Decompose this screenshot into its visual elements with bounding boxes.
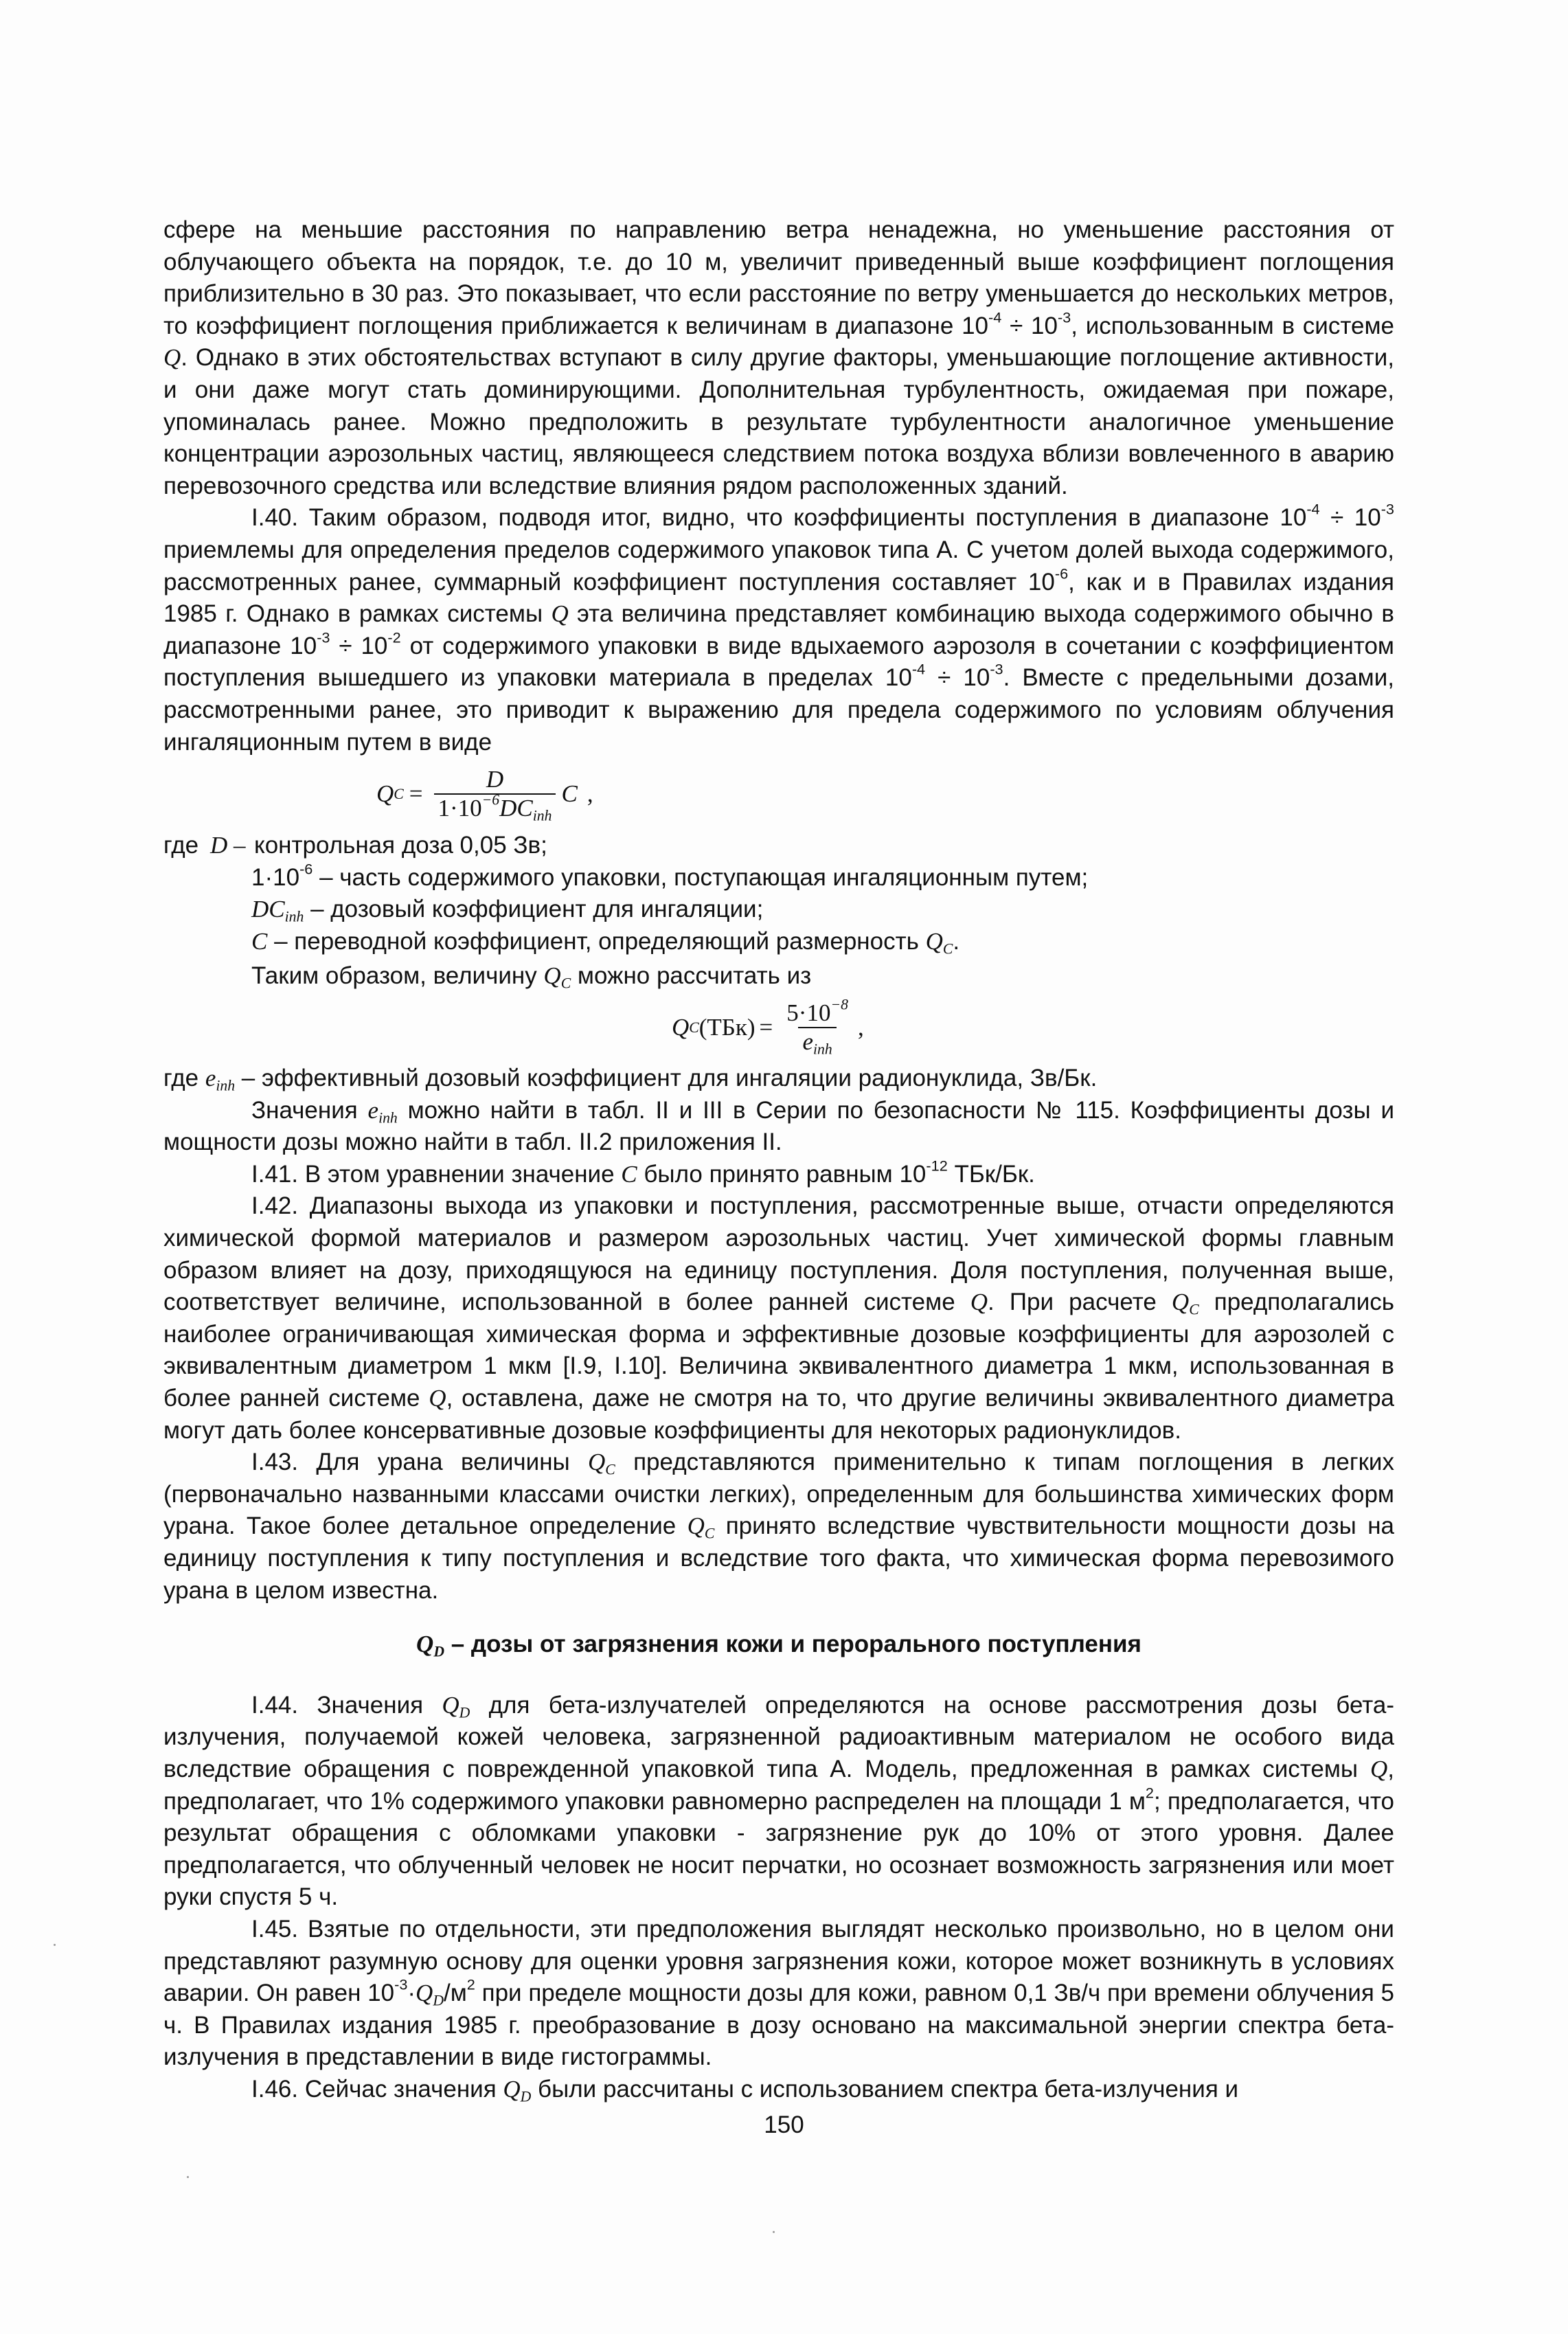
paragraph-i40: I.40. Таким образом, подводя итог, видно, что коэффициенты поступления в диапазоне $10^{-4} \div 10^{-3}$ приемлемы для определения пределов содержимого упаковок типа А. С учетом долей выхода содержимого, рассмотренных ранее, суммарный коэффициент поступления составляет $10^{-6}$, как и в Правилах издания 1985 г. Однако в рамках системы Q эта величина представляет комбинацию выхода содержимого обычно в диапазоне $10^{-3} \div 10^{-2}$ от содержимого упаковки в виде вдыхаемого аэрозоля в сочетании с коэффициентом поступления вышедшего из упаковки материала в пределах $10^{-4} \div 10^{-3}$. Вместе с предельными дозами, рассмотренными ранее, это приводит к выражению для предела содержимого по условиям облучения ингаляционным путем в виде — [163, 501, 1394, 756]
paragraph-einh-values: Значения $e_{inh}$ можно найти в табл. II и III в Серии по безопасности № 115. Коэффициенты дозы и мощности дозы можно найти в табл. II.2 приложения II. — [163, 1096, 1394, 1156]
paragraph-i46: I.46. Сейчас значения $Q_D$ были рассчитаны с использованием спектра бета-излучения и — [251, 2075, 1239, 2105]
scan-speck — [773, 2231, 775, 2233]
paragraph-i43: I.43. Для урана величины $Q_C$ представляются применительно к типам поглощения в легких (первоначально названными классами очистки легких), определенным для большинства химических форм урана. Такое более детальное определение $Q_C$ принято вследствие чувствительности мощности дозы на единицу поступления к типу поступления и вследствие того факта, что химическая форма перевозимого урана в целом известна. — [163, 1449, 1394, 1604]
scan-speck — [187, 2176, 189, 2178]
scan-speck — [54, 1944, 56, 1946]
formula-fraction: $\frac{5\cdot 10^{-8}}{e_{inh}}$ — [786, 996, 848, 1058]
paragraph-einh-def: где $e_{inh}$ – эффективный дозовый коэффициент для ингаляции радионуклида, Зв/Бк. — [163, 1065, 1098, 1094]
symbol-definitions: где D – контрольная доза 0,05 Зв; $1\cdot 10^{-6}$ – часть содержимого упаковки, поступающая ингаляционным путем; $DC_{inh}$ – дозовый коэффициент для ингаляции; C – переводной коэффициент, определяющий размерность $Q_C$. — [163, 832, 1089, 958]
paragraph-i44: I.44. Значения $Q_D$ для бета-излучателей определяются на основе рассмотрения дозы бета-излучения, получаемой кожей человека, загрязненной радиоактивным материалом не особого вида вследствие обращения с поврежденной упаковкой типа А. Модель, предложенная в рамках системы Q, предполагает, что 1% содержимого упаковки равномерно распределен на площади 1 $м^2$; предполагается, что результат обращения с обломками упаковки - загрязнение рук до 10% от этого уровня. Далее предполагается, что облученный человек не носит перчатки, но осознает возможность загрязнения или моет руки спустя 5 ч. — [163, 1691, 1395, 1911]
formula-fraction: $\frac{D}{1\cdot 10^{-6}DC_{inh}}$ — [434, 766, 556, 822]
paragraph-i45: I.45. Взятые по отдельности, эти предположения выглядят несколько произвольно, но в целом они представляют разумную основу для оценки уровня загрязнения кожи, которое может возникнуть в условиях аварии. Он равен $10^{-3}\cdot Q_D/м^2$ при пределе мощности дозы для кожи, равном 0,1 Зв/ч при времени облучения 5 ч. В Правилах издания 1985 г. преобразование в дозу основано на максимальной энергии спектра бета-излучения в представлении в виде гистограммы. — [163, 1915, 1394, 2071]
paragraph-calc: Таким образом, величину $Q_C$ можно рассчитать из — [251, 962, 812, 992]
page-body — [163, 214, 1394, 2105]
section-heading: $Q_D$ – дозы от загрязнения кожи и перорального поступления — [416, 1631, 1141, 1660]
formula-qc-inhalation: Q C = $\frac{D}{1\cdot 10^{-6}DC_{inh}}$ C , — [376, 766, 593, 824]
formula-qc-tbq: Q C (ТБк) = $\frac{5\cdot 10^{-8}}{e_{inh}}$ , — [672, 996, 864, 1058]
paragraph-i42: I.42. Диапазоны выхода из упаковки и поступления, рассмотренные выше, отчасти определяются химической формой материалов и размером аэрозольных частиц. Учет химической формы главным образом влияет на дозу, приходящуюся на единицу поступления. Доля поступления, полученная выше, соответствует величине, использованной в более ранней системе Q. При расчете $Q_C$ предполагались наиболее ограничивающая химическая форма и эффективные дозовые коэффициенты для аэрозолей с эквивалентным диаметром 1 мкм [I.9, I.10]. Величина эквивалентного диаметра 1 мкм, использованная в более ранней системе Q, оставлена, даже не смотря на то, что другие величины эквивалентного диаметра могут дать более консервативные дозовые коэффициенты для некоторых радионуклидов. — [163, 1192, 1394, 1444]
paragraph-i41: I.41. В этом уравнении значение C было принято равным $10^{-12}$ ТБк/Бк. — [251, 1157, 1035, 1188]
page-number: 150 — [764, 2111, 804, 2138]
paragraph-continuation: сфере на меньшие расстояния по направлению ветра ненадежна, но уменьшение расстояния от облучающего объекта на порядок, т.е. до 10 м, увеличит приведенный выше коэффициент поглощения приблизительно в 30 раз. Это показывает, что если расстояние по ветру уменьшается до нескольких метров, то коэффициент поглощения приближается к величинам в диапазоне $10^{-4} \div 10^{-3}$, использованным в системе Q. Однако в этих обстоятельствах вступают в силу другие факторы, уменьшающие поглощение активности, и они даже могут стать доминирующими. Дополнительная турбулентность, ожидаемая при пожаре, упоминалась ранее. Можно предположить в результате турбулентности аналогичное уменьшение концентрации аэрозольных частиц, являющееся следствием потока воздуха вблизи вовлеченного в аварию перевозочного средства или вследствие влияния рядом расположенных зданий. — [163, 216, 1394, 499]
